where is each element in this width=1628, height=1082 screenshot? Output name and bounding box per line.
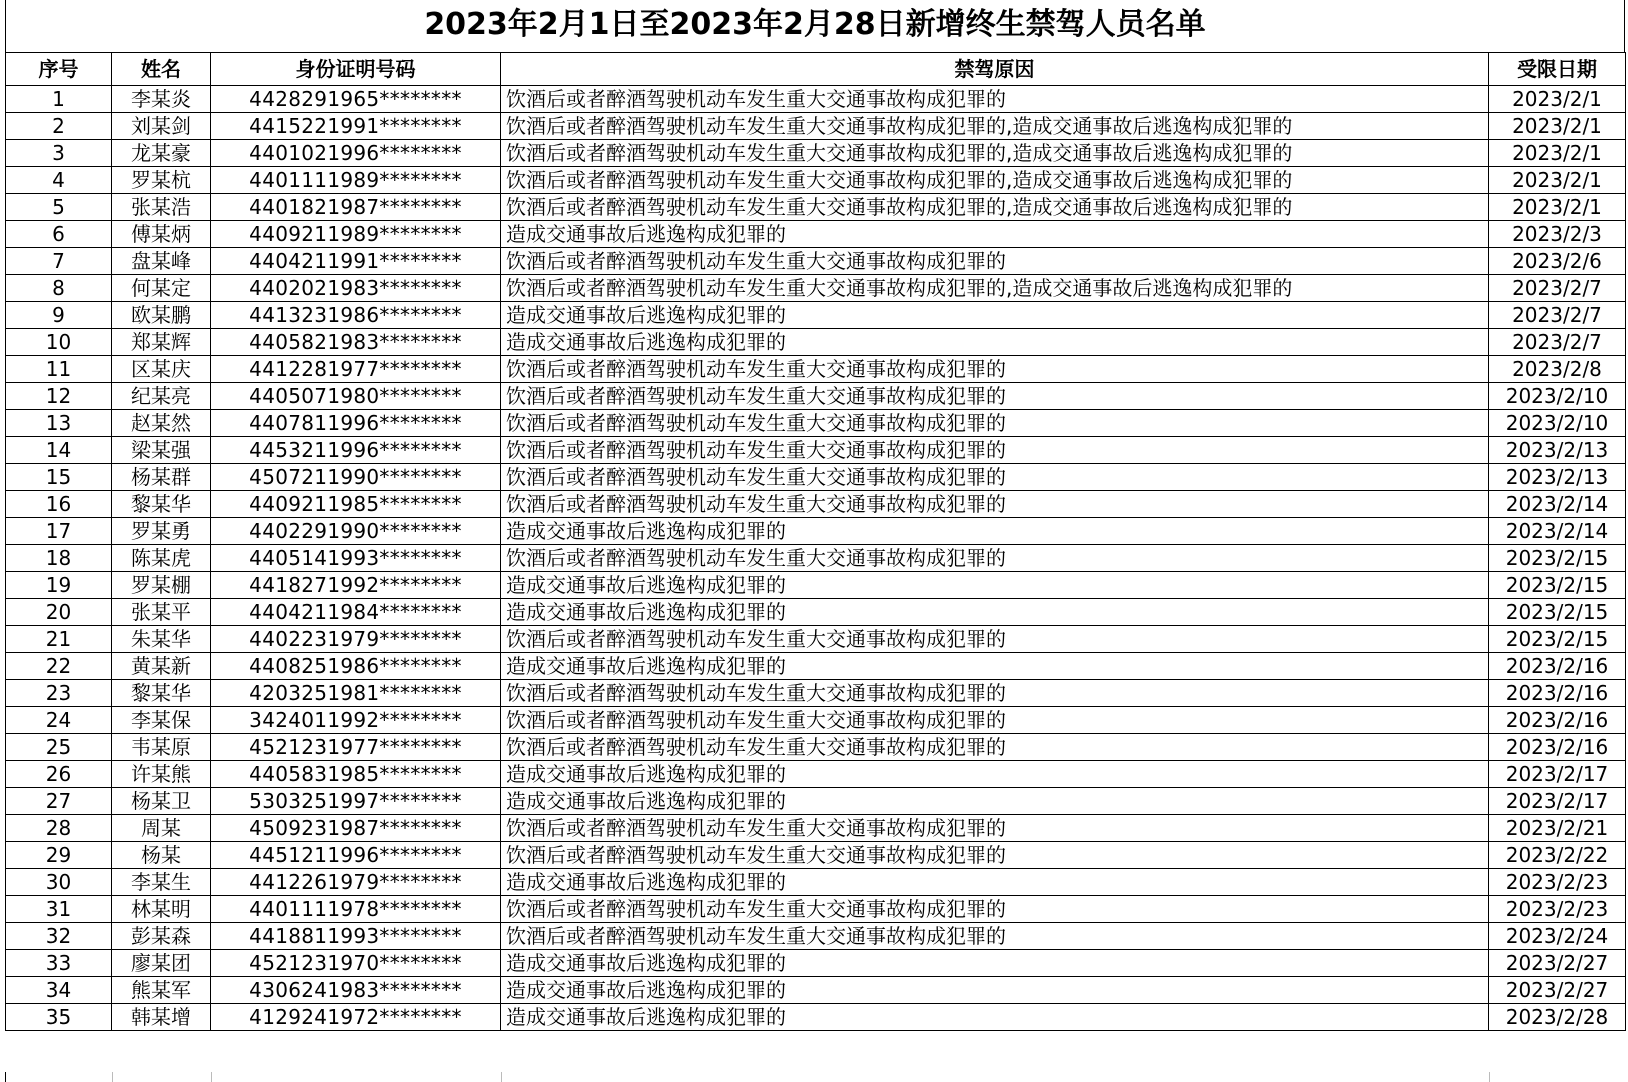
row-id-cell[interactable]: 4407811996******** <box>211 410 501 437</box>
row-reason-cell[interactable]: 饮酒后或者醉酒驾驶机动车发生重大交通事故构成犯罪的 <box>501 896 1489 923</box>
row-date-cell[interactable]: 2023/2/7 <box>1489 302 1626 329</box>
row-date-cell[interactable]: 2023/2/28 <box>1489 1004 1626 1031</box>
row-no-cell[interactable]: 11 <box>6 356 112 383</box>
table-row <box>6 815 1626 842</box>
row-id-cell[interactable]: 5303251997******** <box>211 788 501 815</box>
table-row <box>6 248 1626 275</box>
table-row <box>6 896 1626 923</box>
row-no-cell[interactable]: 31 <box>6 896 112 923</box>
row-id-cell[interactable]: 4402021983******** <box>211 275 501 302</box>
row-no-cell[interactable]: 12 <box>6 383 112 410</box>
row-id-cell[interactable]: 4507211990******** <box>211 464 501 491</box>
row-id-cell[interactable]: 4418271992******** <box>211 572 501 599</box>
row-name-cell[interactable]: 盘某峰 <box>112 248 211 275</box>
row-no-cell[interactable]: 35 <box>6 1004 112 1031</box>
row-date-cell[interactable]: 2023/2/27 <box>1489 950 1626 977</box>
row-date-cell[interactable]: 2023/2/1 <box>1489 86 1626 113</box>
row-date-cell[interactable]: 2023/2/14 <box>1489 518 1626 545</box>
row-date-cell[interactable]: 2023/2/15 <box>1489 545 1626 572</box>
row-name-cell[interactable]: 熊某军 <box>112 977 211 1004</box>
row-date-cell[interactable]: 2023/2/7 <box>1489 329 1626 356</box>
row-name-cell[interactable]: 刘某剑 <box>112 113 211 140</box>
row-id-cell[interactable]: 4408251986******** <box>211 653 501 680</box>
row-reason-cell[interactable]: 造成交通事故后逃逸构成犯罪的 <box>501 572 1489 599</box>
row-reason-cell[interactable]: 饮酒后或者醉酒驾驶机动车发生重大交通事故构成犯罪的 <box>501 923 1489 950</box>
row-name-cell[interactable]: 陈某虎 <box>112 545 211 572</box>
row-id-cell[interactable]: 4453211996******** <box>211 437 501 464</box>
row-no-cell[interactable]: 1 <box>6 86 112 113</box>
row-no-cell[interactable]: 21 <box>6 626 112 653</box>
row-id-cell[interactable]: 4451211996******** <box>211 842 501 869</box>
row-reason-cell[interactable]: 造成交通事故后逃逸构成犯罪的 <box>501 599 1489 626</box>
row-name-cell[interactable]: 龙某豪 <box>112 140 211 167</box>
row-name-cell[interactable]: 韩某增 <box>112 1004 211 1031</box>
row-reason-cell[interactable]: 饮酒后或者醉酒驾驶机动车发生重大交通事故构成犯罪的 <box>501 356 1489 383</box>
row-id-cell[interactable]: 4402291990******** <box>211 518 501 545</box>
row-name-cell[interactable]: 罗某杭 <box>112 167 211 194</box>
row-no-cell[interactable]: 4 <box>6 167 112 194</box>
table-row <box>6 491 1626 518</box>
row-date-cell[interactable]: 2023/2/17 <box>1489 788 1626 815</box>
row-date-cell[interactable]: 2023/2/16 <box>1489 707 1626 734</box>
row-name-cell[interactable]: 林某明 <box>112 896 211 923</box>
row-reason-cell[interactable]: 造成交通事故后逃逸构成犯罪的 <box>501 788 1489 815</box>
header-name[interactable]: 姓名 <box>112 53 211 86</box>
row-no-cell[interactable]: 13 <box>6 410 112 437</box>
row-name-cell[interactable]: 黎某华 <box>112 491 211 518</box>
table-row <box>6 977 1626 1004</box>
row-reason-cell[interactable]: 造成交通事故后逃逸构成犯罪的 <box>501 977 1489 1004</box>
row-id-cell[interactable]: 4401021996******** <box>211 140 501 167</box>
table-row <box>6 464 1626 491</box>
table-row <box>6 626 1626 653</box>
row-id-cell[interactable]: 4404211984******** <box>211 599 501 626</box>
row-reason-cell[interactable]: 造成交通事故后逃逸构成犯罪的 <box>501 329 1489 356</box>
row-date-cell[interactable]: 2023/2/10 <box>1489 383 1626 410</box>
row-no-cell[interactable]: 15 <box>6 464 112 491</box>
row-date-cell[interactable]: 2023/2/7 <box>1489 275 1626 302</box>
row-name-cell[interactable]: 郑某辉 <box>112 329 211 356</box>
row-id-cell[interactable]: 4521231977******** <box>211 734 501 761</box>
row-reason-cell[interactable]: 造成交通事故后逃逸构成犯罪的 <box>501 869 1489 896</box>
row-date-cell[interactable]: 2023/2/6 <box>1489 248 1626 275</box>
row-name-cell[interactable]: 彭某森 <box>112 923 211 950</box>
table-row <box>6 221 1626 248</box>
header-row <box>6 53 1626 86</box>
row-id-cell[interactable]: 4203251981******** <box>211 680 501 707</box>
row-reason-cell[interactable]: 饮酒后或者醉酒驾驶机动车发生重大交通事故构成犯罪的 <box>501 437 1489 464</box>
row-no-cell[interactable]: 7 <box>6 248 112 275</box>
row-reason-cell[interactable]: 饮酒后或者醉酒驾驶机动车发生重大交通事故构成犯罪的 <box>501 734 1489 761</box>
row-date-cell[interactable]: 2023/2/10 <box>1489 410 1626 437</box>
table-row <box>6 140 1626 167</box>
row-date-cell[interactable]: 2023/2/21 <box>1489 815 1626 842</box>
row-date-cell[interactable]: 2023/2/13 <box>1489 464 1626 491</box>
header-reason[interactable]: 禁驾原因 <box>501 53 1489 86</box>
header-date[interactable]: 受限日期 <box>1489 53 1626 86</box>
row-no-cell[interactable]: 17 <box>6 518 112 545</box>
row-reason-cell[interactable]: 饮酒后或者醉酒驾驶机动车发生重大交通事故构成犯罪的,造成交通事故后逃逸构成犯罪的 <box>501 167 1489 194</box>
banned-drivers-table <box>5 52 1626 1031</box>
row-no-cell[interactable]: 16 <box>6 491 112 518</box>
table-row <box>6 842 1626 869</box>
table-row <box>6 167 1626 194</box>
row-date-cell[interactable]: 2023/2/1 <box>1489 194 1626 221</box>
row-reason-cell[interactable]: 饮酒后或者醉酒驾驶机动车发生重大交通事故构成犯罪的 <box>501 626 1489 653</box>
table-row <box>6 518 1626 545</box>
row-id-cell[interactable]: 4428291965******** <box>211 86 501 113</box>
table-row <box>6 302 1626 329</box>
table-row <box>6 869 1626 896</box>
table-row <box>6 761 1626 788</box>
table-row <box>6 383 1626 410</box>
row-name-cell[interactable]: 黎某华 <box>112 680 211 707</box>
table-row <box>6 545 1626 572</box>
table-row <box>6 356 1626 383</box>
table-row <box>6 707 1626 734</box>
table-row <box>6 329 1626 356</box>
row-reason-cell[interactable]: 饮酒后或者醉酒驾驶机动车发生重大交通事故构成犯罪的,造成交通事故后逃逸构成犯罪的 <box>501 140 1489 167</box>
row-reason-cell[interactable]: 饮酒后或者醉酒驾驶机动车发生重大交通事故构成犯罪的 <box>501 383 1489 410</box>
table-row <box>6 599 1626 626</box>
row-date-cell[interactable]: 2023/2/3 <box>1489 221 1626 248</box>
row-reason-cell[interactable]: 饮酒后或者醉酒驾驶机动车发生重大交通事故构成犯罪的,造成交通事故后逃逸构成犯罪的 <box>501 113 1489 140</box>
row-no-cell[interactable]: 28 <box>6 815 112 842</box>
row-id-cell[interactable]: 4412281977******** <box>211 356 501 383</box>
row-name-cell[interactable]: 何某定 <box>112 275 211 302</box>
row-date-cell[interactable]: 2023/2/17 <box>1489 761 1626 788</box>
table-row <box>6 86 1626 113</box>
row-id-cell[interactable]: 4402231979******** <box>211 626 501 653</box>
row-no-cell[interactable]: 3 <box>6 140 112 167</box>
row-id-cell[interactable]: 4401821987******** <box>211 194 501 221</box>
row-name-cell[interactable]: 李某生 <box>112 869 211 896</box>
row-id-cell[interactable]: 4405821983******** <box>211 329 501 356</box>
row-id-cell[interactable]: 4413231986******** <box>211 302 501 329</box>
row-date-cell[interactable]: 2023/2/24 <box>1489 923 1626 950</box>
row-date-cell[interactable]: 2023/2/15 <box>1489 626 1626 653</box>
table-row <box>6 788 1626 815</box>
row-date-cell[interactable]: 2023/2/23 <box>1489 869 1626 896</box>
row-reason-cell[interactable]: 饮酒后或者醉酒驾驶机动车发生重大交通事故构成犯罪的,造成交通事故后逃逸构成犯罪的 <box>501 275 1489 302</box>
row-id-cell[interactable]: 4405071980******** <box>211 383 501 410</box>
row-name-cell[interactable]: 欧某鹏 <box>112 302 211 329</box>
row-name-cell[interactable]: 李某炎 <box>112 86 211 113</box>
row-date-cell[interactable]: 2023/2/8 <box>1489 356 1626 383</box>
row-no-cell[interactable]: 26 <box>6 761 112 788</box>
row-date-cell[interactable]: 2023/2/1 <box>1489 167 1626 194</box>
row-no-cell[interactable]: 23 <box>6 680 112 707</box>
table-row <box>6 1004 1626 1031</box>
table-row <box>6 653 1626 680</box>
header-no[interactable]: 序号 <box>6 53 112 86</box>
row-name-cell[interactable]: 周某 <box>112 815 211 842</box>
row-id-cell[interactable]: 3424011992******** <box>211 707 501 734</box>
row-name-cell[interactable]: 朱某华 <box>112 626 211 653</box>
row-name-cell[interactable]: 罗某棚 <box>112 572 211 599</box>
row-no-cell[interactable]: 18 <box>6 545 112 572</box>
row-no-cell[interactable]: 29 <box>6 842 112 869</box>
row-id-cell[interactable]: 4415221991******** <box>211 113 501 140</box>
table-row <box>6 410 1626 437</box>
row-no-cell[interactable]: 19 <box>6 572 112 599</box>
table-row <box>6 923 1626 950</box>
next-row-stub <box>5 1072 1625 1082</box>
row-name-cell[interactable]: 许某熊 <box>112 761 211 788</box>
row-reason-cell[interactable]: 饮酒后或者醉酒驾驶机动车发生重大交通事故构成犯罪的 <box>501 86 1489 113</box>
row-name-cell[interactable]: 傅某炳 <box>112 221 211 248</box>
row-reason-cell[interactable]: 饮酒后或者醉酒驾驶机动车发生重大交通事故构成犯罪的 <box>501 464 1489 491</box>
table-row <box>6 950 1626 977</box>
row-name-cell[interactable]: 区某庆 <box>112 356 211 383</box>
row-reason-cell[interactable]: 造成交通事故后逃逸构成犯罪的 <box>501 302 1489 329</box>
row-name-cell[interactable]: 廖某团 <box>112 950 211 977</box>
table-row <box>6 194 1626 221</box>
row-no-cell[interactable]: 9 <box>6 302 112 329</box>
row-no-cell[interactable]: 25 <box>6 734 112 761</box>
row-no-cell[interactable]: 33 <box>6 950 112 977</box>
row-date-cell[interactable]: 2023/2/23 <box>1489 896 1626 923</box>
row-reason-cell[interactable]: 造成交通事故后逃逸构成犯罪的 <box>501 221 1489 248</box>
row-date-cell[interactable]: 2023/2/15 <box>1489 599 1626 626</box>
row-no-cell[interactable]: 22 <box>6 653 112 680</box>
row-no-cell[interactable]: 34 <box>6 977 112 1004</box>
row-id-cell[interactable]: 4418811993******** <box>211 923 501 950</box>
row-no-cell[interactable]: 24 <box>6 707 112 734</box>
row-date-cell[interactable]: 2023/2/13 <box>1489 437 1626 464</box>
row-no-cell[interactable]: 14 <box>6 437 112 464</box>
row-no-cell[interactable]: 20 <box>6 599 112 626</box>
row-name-cell[interactable]: 李某保 <box>112 707 211 734</box>
row-reason-cell[interactable]: 造成交通事故后逃逸构成犯罪的 <box>501 950 1489 977</box>
row-reason-cell[interactable]: 饮酒后或者醉酒驾驶机动车发生重大交通事故构成犯罪的 <box>501 707 1489 734</box>
row-date-cell[interactable]: 2023/2/16 <box>1489 653 1626 680</box>
row-date-cell[interactable]: 2023/2/22 <box>1489 842 1626 869</box>
row-reason-cell[interactable]: 饮酒后或者醉酒驾驶机动车发生重大交通事故构成犯罪的 <box>501 410 1489 437</box>
row-date-cell[interactable]: 2023/2/1 <box>1489 140 1626 167</box>
row-date-cell[interactable]: 2023/2/27 <box>1489 977 1626 1004</box>
row-reason-cell[interactable]: 造成交通事故后逃逸构成犯罪的 <box>501 1004 1489 1031</box>
row-date-cell[interactable]: 2023/2/16 <box>1489 680 1626 707</box>
row-name-cell[interactable]: 纪某亮 <box>112 383 211 410</box>
row-id-cell[interactable]: 4401111978******** <box>211 896 501 923</box>
row-reason-cell[interactable]: 造成交通事故后逃逸构成犯罪的 <box>501 761 1489 788</box>
table-row <box>6 113 1626 140</box>
row-id-cell[interactable]: 4509231987******** <box>211 815 501 842</box>
row-name-cell[interactable]: 张某平 <box>112 599 211 626</box>
row-reason-cell[interactable]: 饮酒后或者醉酒驾驶机动车发生重大交通事故构成犯罪的 <box>501 842 1489 869</box>
row-name-cell[interactable]: 梁某强 <box>112 437 211 464</box>
row-name-cell[interactable]: 杨某 <box>112 842 211 869</box>
table-row <box>6 275 1626 302</box>
row-id-cell[interactable]: 4405141993******** <box>211 545 501 572</box>
row-reason-cell[interactable]: 饮酒后或者醉酒驾驶机动车发生重大交通事故构成犯罪的,造成交通事故后逃逸构成犯罪的 <box>501 194 1489 221</box>
row-no-cell[interactable]: 5 <box>6 194 112 221</box>
row-id-cell[interactable]: 4521231970******** <box>211 950 501 977</box>
page-title: 2023年2月1日至2023年2月28日新增终生禁驾人员名单 <box>5 0 1625 52</box>
row-name-cell[interactable]: 韦某原 <box>112 734 211 761</box>
header-id[interactable]: 身份证明号码 <box>211 53 501 86</box>
row-date-cell[interactable]: 2023/2/1 <box>1489 113 1626 140</box>
row-reason-cell[interactable]: 饮酒后或者醉酒驾驶机动车发生重大交通事故构成犯罪的 <box>501 815 1489 842</box>
row-no-cell[interactable]: 27 <box>6 788 112 815</box>
row-no-cell[interactable]: 6 <box>6 221 112 248</box>
row-no-cell[interactable]: 8 <box>6 275 112 302</box>
row-id-cell[interactable]: 4405831985******** <box>211 761 501 788</box>
row-id-cell[interactable]: 4409211989******** <box>211 221 501 248</box>
row-name-cell[interactable]: 杨某卫 <box>112 788 211 815</box>
row-reason-cell[interactable]: 饮酒后或者醉酒驾驶机动车发生重大交通事故构成犯罪的 <box>501 491 1489 518</box>
row-name-cell[interactable]: 张某浩 <box>112 194 211 221</box>
row-id-cell[interactable]: 4412261979******** <box>211 869 501 896</box>
row-id-cell[interactable]: 4409211985******** <box>211 491 501 518</box>
row-reason-cell[interactable]: 饮酒后或者醉酒驾驶机动车发生重大交通事故构成犯罪的 <box>501 680 1489 707</box>
row-reason-cell[interactable]: 饮酒后或者醉酒驾驶机动车发生重大交通事故构成犯罪的 <box>501 248 1489 275</box>
row-name-cell[interactable]: 杨某群 <box>112 464 211 491</box>
row-no-cell[interactable]: 30 <box>6 869 112 896</box>
row-name-cell[interactable]: 罗某勇 <box>112 518 211 545</box>
table-row <box>6 680 1626 707</box>
row-name-cell[interactable]: 赵某然 <box>112 410 211 437</box>
row-date-cell[interactable]: 2023/2/15 <box>1489 572 1626 599</box>
row-no-cell[interactable]: 10 <box>6 329 112 356</box>
table-row <box>6 572 1626 599</box>
row-reason-cell[interactable]: 饮酒后或者醉酒驾驶机动车发生重大交通事故构成犯罪的 <box>501 545 1489 572</box>
row-id-cell[interactable]: 4306241983******** <box>211 977 501 1004</box>
row-reason-cell[interactable]: 造成交通事故后逃逸构成犯罪的 <box>501 653 1489 680</box>
row-no-cell[interactable]: 32 <box>6 923 112 950</box>
row-id-cell[interactable]: 4129241972******** <box>211 1004 501 1031</box>
row-name-cell[interactable]: 黄某新 <box>112 653 211 680</box>
row-reason-cell[interactable]: 造成交通事故后逃逸构成犯罪的 <box>501 518 1489 545</box>
row-id-cell[interactable]: 4401111989******** <box>211 167 501 194</box>
table-row <box>6 734 1626 761</box>
row-date-cell[interactable]: 2023/2/16 <box>1489 734 1626 761</box>
row-id-cell[interactable]: 4404211991******** <box>211 248 501 275</box>
row-no-cell[interactable]: 2 <box>6 113 112 140</box>
table-row <box>6 437 1626 464</box>
row-date-cell[interactable]: 2023/2/14 <box>1489 491 1626 518</box>
